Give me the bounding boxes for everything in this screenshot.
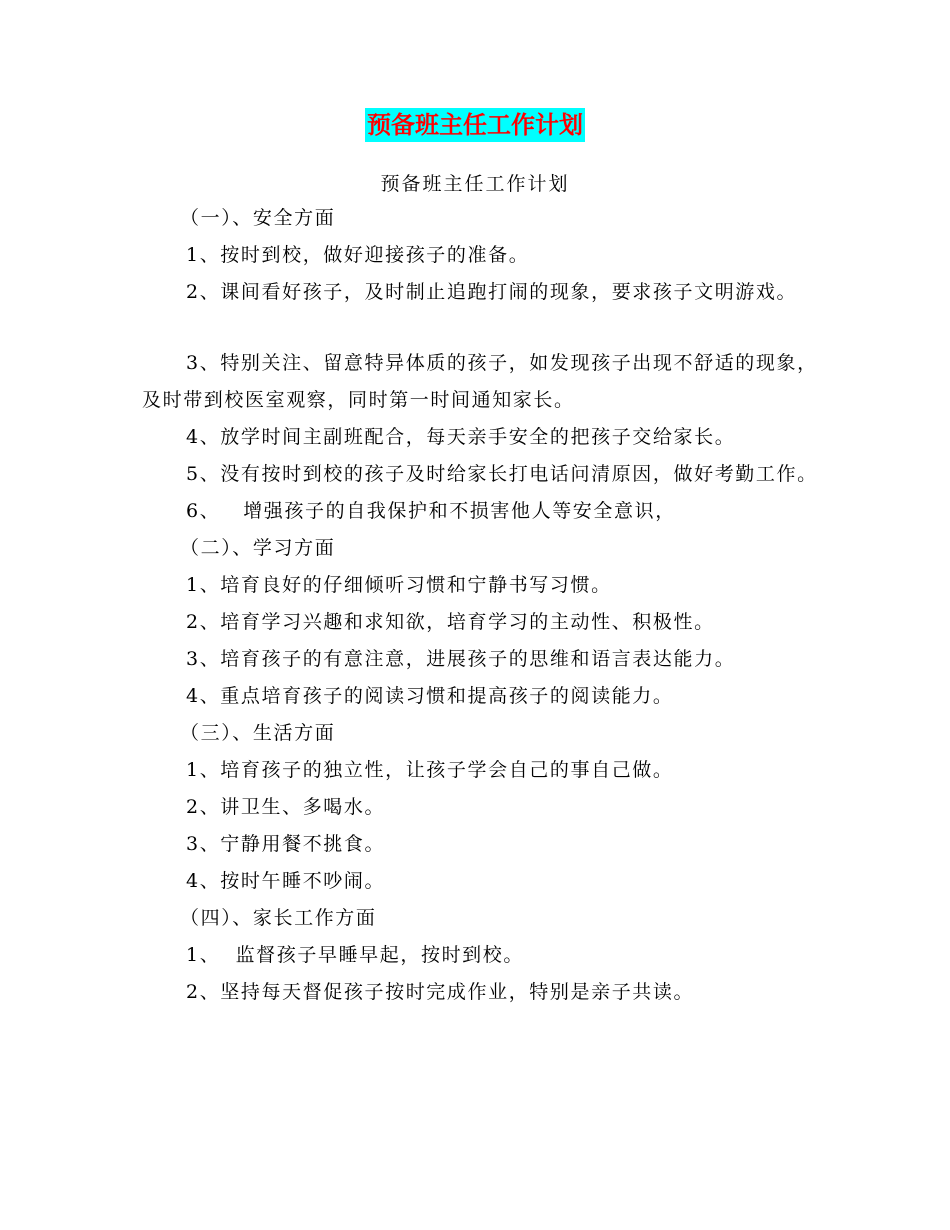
paragraph: 2、讲卫生、多喝水。 (186, 796, 386, 818)
paragraph: 2、课间看好孩子，及时制止追跑打闹的现象，要求孩子文明游戏。 (186, 281, 798, 303)
paragraph: 6、 增强孩子的自我保护和不损害他人等安全意识， (186, 500, 676, 522)
paragraph: 3、培育孩子的有意注意，进展孩子的思维和语言表达能力。 (186, 648, 736, 670)
paragraph: 2、坚持每天督促孩子按时完成作业，特别是亲子共读。 (186, 981, 695, 1003)
document-body (142, 200, 822, 1011)
section-heading-safety: （一）、安全方面 (180, 207, 336, 229)
paragraph: 1、培育孩子的独立性，让孩子学会自己的事自己做。 (186, 759, 674, 781)
document-title: 预备班主任工作计划 (365, 108, 585, 142)
paragraph: 4、按时午睡不吵闹。 (186, 870, 386, 892)
document-subtitle: 预备班主任工作计划 (380, 173, 570, 195)
paragraph: 1、 监督孩子早睡早起，按时到校。 (186, 944, 524, 966)
paragraph: 1、按时到校，做好迎接孩子的准备。 (186, 244, 530, 266)
paragraph: 1、培育良好的仔细倾听习惯和宁静书写习惯。 (186, 574, 612, 596)
paragraph: 4、重点培育孩子的阅读习惯和提高孩子的阅读能力。 (186, 685, 674, 707)
section-heading-study: （二）、学习方面 (180, 537, 336, 559)
paragraph: 4、放学时间主副班配合，每天亲手安全的把孩子交给家长。 (186, 426, 736, 448)
section-heading-life: （三）、生活方面 (180, 722, 336, 744)
paragraph: 3、特别关注、留意特异体质的孩子，如发现孩子出现不舒适的现象，及时带到校医室观察，同时第一时间通知家长。 (142, 352, 818, 411)
paragraph: 2、培育学习兴趣和求知欲，培育学习的主动性、积极性。 (186, 611, 715, 633)
section-heading-parents: （四）、家长工作方面 (180, 907, 377, 929)
paragraph: 3、宁静用餐不挑食。 (186, 833, 386, 855)
paragraph: 5、没有按时到校的孩子及时给家长打电话问清原因，做好考勤工作。 (186, 463, 818, 485)
document-title-row (0, 108, 950, 148)
